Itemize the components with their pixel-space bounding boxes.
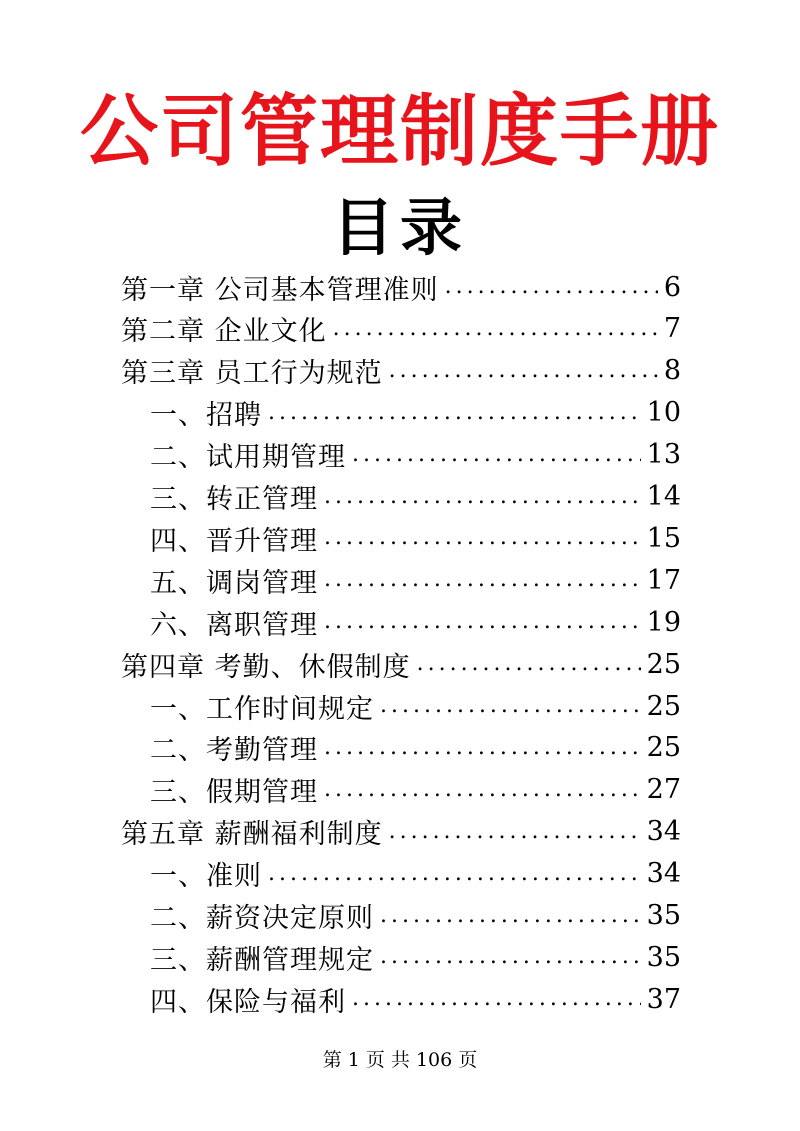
toc-entry[interactable] bbox=[150, 853, 681, 895]
toc-entry[interactable] bbox=[150, 601, 681, 643]
toc-entry-page-number: 19 bbox=[646, 606, 681, 638]
toc-entry[interactable] bbox=[121, 643, 681, 685]
toc-entry-label: 二、考勤管理 bbox=[150, 735, 318, 767]
toc-leader-dots bbox=[380, 685, 641, 727]
toc-entry[interactable] bbox=[150, 978, 681, 1020]
toc-entry-label: 四、晋升管理 bbox=[150, 525, 318, 557]
toc-entry-label: 四、保险与福利 bbox=[150, 986, 346, 1018]
toc-entry-page-number: 14 bbox=[646, 481, 681, 512]
toc-entry-page-number: 10 bbox=[646, 397, 681, 429]
toc-entry-page-number: 13 bbox=[646, 439, 681, 471]
toc-entry-page-number: 6 bbox=[663, 271, 681, 303]
toc-entry[interactable] bbox=[121, 266, 681, 308]
toc-leader-dots bbox=[380, 936, 641, 978]
toc-entry[interactable] bbox=[150, 936, 681, 978]
toc-entry-page-number: 15 bbox=[646, 522, 681, 554]
toc-entry[interactable] bbox=[150, 517, 681, 559]
toc-entry-page-number: 17 bbox=[646, 564, 681, 596]
toc-leader-dots bbox=[268, 392, 641, 434]
toc-leader-dots bbox=[268, 853, 641, 895]
toc-leader-dots bbox=[389, 350, 658, 392]
toc-heading: 目录 bbox=[331, 191, 468, 264]
toc-leader-dots bbox=[324, 769, 641, 811]
toc-entry-label: 第一章 公司基本管理准则 bbox=[121, 274, 439, 306]
toc-leader-dots bbox=[352, 434, 641, 476]
toc-entry[interactable] bbox=[150, 392, 681, 434]
document-title: 公司管理制度手册 bbox=[79, 86, 720, 177]
toc-entry-page-number: 25 bbox=[646, 648, 681, 680]
toc-entry-page-number: 35 bbox=[646, 900, 681, 931]
toc-entry[interactable] bbox=[150, 685, 681, 727]
toc-entry-label: 三、假期管理 bbox=[150, 777, 318, 809]
toc-entry-label: 三、转正管理 bbox=[150, 484, 318, 515]
toc-entry[interactable] bbox=[121, 350, 681, 392]
toc-leader-dots bbox=[324, 517, 641, 559]
toc-entry-page-number: 35 bbox=[646, 941, 681, 973]
page-footer: 第 1 页 共 106 页 bbox=[322, 1049, 478, 1071]
toc-entry[interactable] bbox=[150, 476, 681, 518]
toc-leader-dots bbox=[389, 811, 641, 853]
toc-entry-label: 第三章 员工行为规范 bbox=[121, 358, 383, 390]
toc-entry-label: 五、调岗管理 bbox=[150, 567, 318, 599]
toc-leader-dots bbox=[324, 601, 641, 643]
toc-entry[interactable] bbox=[150, 895, 681, 937]
toc-entry-label: 第四章 考勤、休假制度 bbox=[121, 651, 411, 683]
toc-entry-label: 一、招聘 bbox=[150, 400, 262, 432]
toc-entry-page-number: 7 bbox=[663, 313, 681, 345]
toc-entry[interactable] bbox=[150, 727, 681, 769]
toc-leader-dots bbox=[380, 895, 641, 937]
toc-leader-dots bbox=[352, 978, 641, 1020]
toc-leader-dots bbox=[417, 643, 641, 685]
toc-entry-label: 三、薪酬管理规定 bbox=[150, 944, 374, 976]
toc-entry[interactable] bbox=[150, 434, 681, 476]
toc-entry-label: 六、离职管理 bbox=[150, 609, 318, 641]
toc-entry-label: 二、试用期管理 bbox=[150, 442, 346, 474]
toc-entry-page-number: 25 bbox=[646, 690, 681, 722]
toc-leader-dots bbox=[333, 308, 658, 350]
toc-leader-dots bbox=[324, 727, 641, 769]
toc-entry-page-number: 27 bbox=[646, 774, 681, 806]
toc-entry-page-number: 34 bbox=[646, 816, 681, 848]
toc-entry-label: 第五章 薪酬福利制度 bbox=[121, 819, 383, 851]
toc-entry-label: 第二章 企业文化 bbox=[121, 316, 327, 348]
toc-entry[interactable] bbox=[150, 769, 681, 811]
toc-leader-dots bbox=[445, 266, 658, 308]
toc-entry-label: 一、准则 bbox=[150, 861, 262, 893]
toc-entry-page-number: 37 bbox=[646, 983, 681, 1015]
toc-entry-page-number: 34 bbox=[646, 858, 681, 890]
toc-entry-page-number: 25 bbox=[646, 732, 681, 764]
toc-entry-page-number: 8 bbox=[663, 355, 681, 387]
toc-entry[interactable] bbox=[121, 811, 681, 853]
toc-entry[interactable] bbox=[150, 559, 681, 601]
toc-entry-label: 一、工作时间规定 bbox=[150, 693, 374, 725]
toc-leader-dots bbox=[324, 476, 641, 518]
toc-entry-label: 二、薪资决定原则 bbox=[150, 903, 374, 934]
toc-leader-dots bbox=[324, 559, 641, 601]
toc-entry[interactable] bbox=[121, 308, 681, 350]
